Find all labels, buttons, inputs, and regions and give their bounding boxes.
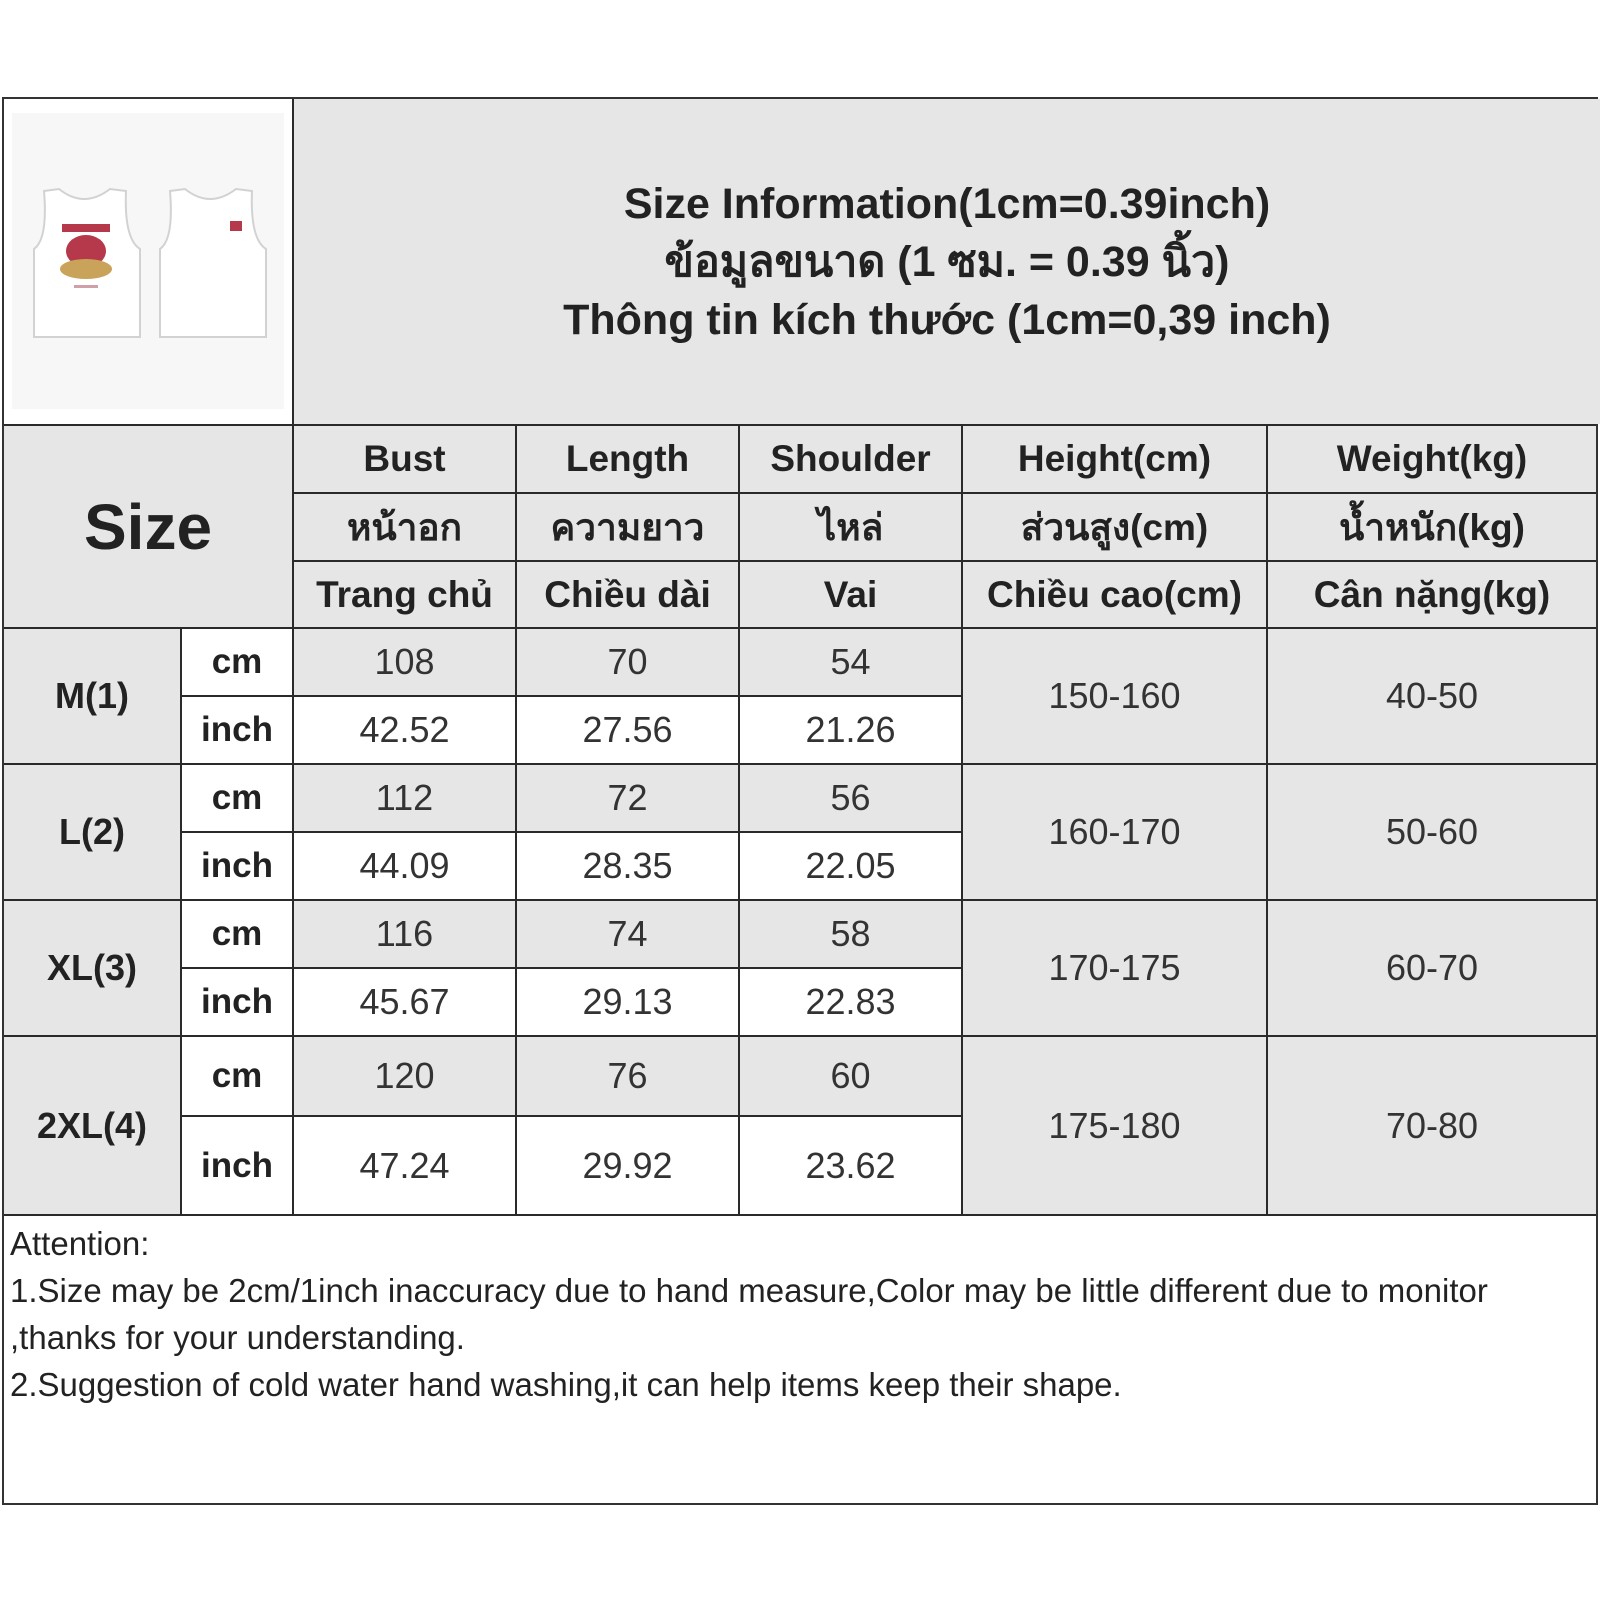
weight-range: 70-80 <box>1268 1037 1596 1214</box>
length-inch: 29.13 <box>517 969 738 1035</box>
bust-inch: 45.67 <box>294 969 515 1035</box>
weight-range: 40-50 <box>1268 629 1596 763</box>
grid-line <box>182 831 961 833</box>
length-inch: 27.56 <box>517 697 738 763</box>
col-bust-vi: Trang chủ <box>294 562 515 627</box>
unit-cm: cm <box>182 901 292 967</box>
grid-line <box>738 424 740 1214</box>
size-label: XL(3) <box>4 901 180 1035</box>
col-length-th: ความยาว <box>517 494 738 560</box>
shoulder-cm: 60 <box>740 1037 961 1115</box>
unit-inch: inch <box>182 1117 292 1214</box>
bust-cm: 116 <box>294 901 515 967</box>
length-cm: 70 <box>517 629 738 695</box>
grid-line <box>4 899 1596 901</box>
col-length-en: Length <box>517 426 738 492</box>
note-item: 2.Suggestion of cold water hand washing,it can help items keep their shape. <box>10 1366 1122 1403</box>
height-range: 170-175 <box>963 901 1266 1035</box>
grid-line <box>182 1115 961 1117</box>
bust-cm: 120 <box>294 1037 515 1115</box>
height-range: 160-170 <box>963 765 1266 899</box>
note-item: 1.Size may be 2cm/1inch inaccuracy due to hand measure,Color may be little different due to monitor ,thanks for your understanding. <box>10 1272 1488 1356</box>
height-range: 175-180 <box>963 1037 1266 1214</box>
unit-cm: cm <box>182 1037 292 1115</box>
length-cm: 76 <box>517 1037 738 1115</box>
grid-line <box>292 99 294 1214</box>
length-cm: 72 <box>517 765 738 831</box>
shoulder-cm: 58 <box>740 901 961 967</box>
title-vi: Thông tin kích thước (1cm=0,39 inch) <box>563 295 1331 344</box>
product-photo <box>4 99 292 424</box>
col-weight-th: น้ำหนัก(kg) <box>1268 494 1596 560</box>
col-shoulder-en: Shoulder <box>740 426 961 492</box>
grid-line <box>4 763 1596 765</box>
col-weight-vi: Cân nặng(kg) <box>1268 562 1596 627</box>
bust-cm: 112 <box>294 765 515 831</box>
shoulder-cm: 54 <box>740 629 961 695</box>
length-inch: 29.92 <box>517 1117 738 1214</box>
col-shoulder-th: ไหล่ <box>740 494 961 560</box>
col-height-th: ส่วนสูง(cm) <box>963 494 1266 560</box>
length-cm: 74 <box>517 901 738 967</box>
unit-cm: cm <box>182 765 292 831</box>
title-en: Size Information(1cm=0.39inch) <box>623 179 1271 228</box>
col-shoulder-vi: Vai <box>740 562 961 627</box>
size-header-label: Size <box>83 490 213 563</box>
unit-inch: inch <box>182 969 292 1035</box>
col-length-vi: Chiều dài <box>517 562 738 627</box>
size-label: 2XL(4) <box>4 1037 180 1214</box>
title-block <box>294 99 1600 424</box>
grid-line <box>294 560 1596 562</box>
col-height-vi: Chiều cao(cm) <box>963 562 1266 627</box>
col-height-en: Height(cm) <box>963 426 1266 492</box>
shoulder-inch: 22.05 <box>740 833 961 899</box>
unit-cm: cm <box>182 629 292 695</box>
grid-line <box>180 627 182 1216</box>
title-th: ข้อมูลขนาด (1 ซม. = 0.39 นิ้ว) <box>664 237 1230 286</box>
col-bust-th: หน้าอก <box>294 494 515 560</box>
bust-inch: 47.24 <box>294 1117 515 1214</box>
size-label: L(2) <box>4 765 180 899</box>
unit-inch: inch <box>182 833 292 899</box>
size-label: M(1) <box>4 629 180 763</box>
attention-notes <box>4 1216 1596 1503</box>
length-inch: 28.35 <box>517 833 738 899</box>
weight-range: 60-70 <box>1268 901 1596 1035</box>
height-range: 150-160 <box>963 629 1266 763</box>
bust-inch: 42.52 <box>294 697 515 763</box>
tank-top-icon <box>4 99 292 424</box>
weight-range: 50-60 <box>1268 765 1596 899</box>
grid-line <box>961 424 963 1214</box>
unit-inch: inch <box>182 697 292 763</box>
grid-line <box>4 424 1596 426</box>
grid-line <box>294 492 1596 494</box>
shoulder-inch: 22.83 <box>740 969 961 1035</box>
grid-line <box>1266 424 1268 1214</box>
shoulder-inch: 23.62 <box>740 1117 961 1214</box>
col-bust-en: Bust <box>294 426 515 492</box>
shoulder-inch: 21.26 <box>740 697 961 763</box>
bust-cm: 108 <box>294 629 515 695</box>
notes-heading: Attention: <box>10 1225 150 1262</box>
grid-line <box>4 627 1596 629</box>
bust-inch: 44.09 <box>294 833 515 899</box>
grid-line <box>182 695 961 697</box>
col-weight-en: Weight(kg) <box>1268 426 1596 492</box>
grid-line <box>515 424 517 1214</box>
shoulder-cm: 56 <box>740 765 961 831</box>
size-header <box>4 426 292 627</box>
grid-line <box>4 1035 1596 1037</box>
size-chart <box>2 97 1598 1505</box>
grid-line <box>182 967 961 969</box>
